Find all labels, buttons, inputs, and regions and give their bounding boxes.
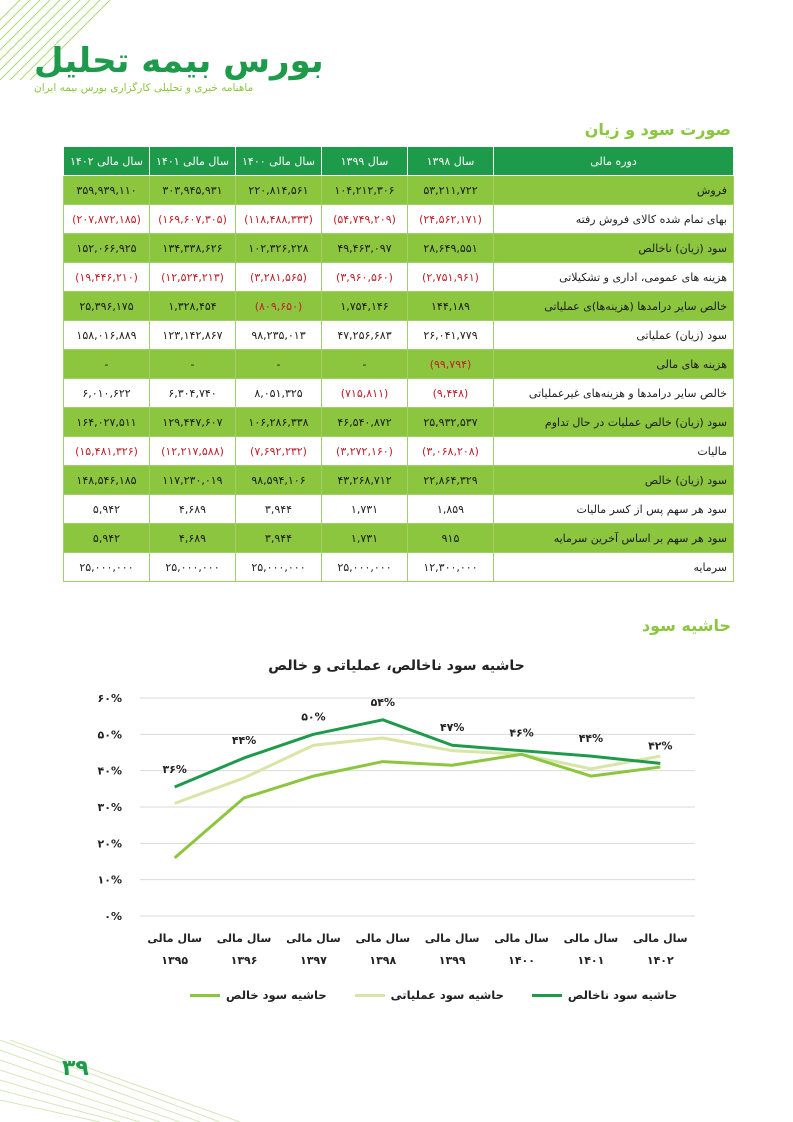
x-tick-label: سال مالی <box>286 932 341 945</box>
brand-title: بورس بیمه تحلیل <box>34 41 324 81</box>
row-value: ۲۵,۰۰۰,۰۰۰ <box>64 553 150 582</box>
y-tick-label: ۲۰% <box>97 837 122 851</box>
row-value: (۸۰۹,۶۵۰) <box>236 292 322 321</box>
row-value: ۱۵۸,۰۱۶,۸۸۹ <box>64 321 150 350</box>
table-row <box>64 437 734 466</box>
table-row <box>64 321 734 350</box>
row-value: ۱۲,۳۰۰,۰۰۰ <box>408 553 494 582</box>
series-line <box>175 754 661 858</box>
row-value: (۳,۲۷۲,۱۶۰) <box>322 437 408 466</box>
row-label: هزینه های عمومی، اداری و تشکیلاتی <box>494 263 734 292</box>
x-tick-label: سال مالی <box>216 932 272 945</box>
row-value: ۱,۸۵۹ <box>408 495 494 524</box>
data-label: ۴۲% <box>648 739 673 753</box>
row-value: ۴۳,۲۶۸,۷۱۲ <box>322 466 408 495</box>
row-value: (۱۱۸,۴۸۸,۳۳۳) <box>236 205 322 234</box>
row-value: - <box>236 350 322 379</box>
chart-title: حاشیه سود ناخالص، عملیاتی و خالص <box>268 658 525 674</box>
data-label: ۵۰% <box>301 710 326 724</box>
row-value: ۱,۷۳۱ <box>322 495 408 524</box>
section-title-income-statement: صورت سود و زیان <box>584 120 731 139</box>
row-value: (۱۹,۴۴۶,۲۱۰) <box>64 263 150 292</box>
header-year: سال مالی ۱۴۰۱ <box>150 147 236 176</box>
table-row <box>64 379 734 408</box>
row-value: ۱۴۴,۱۸۹ <box>408 292 494 321</box>
row-value: ۱۶۴,۰۲۷,۵۱۱ <box>64 408 150 437</box>
row-value: ۲۵,۰۰۰,۰۰۰ <box>150 553 236 582</box>
row-value: ۱۱۷,۲۳۰,۰۱۹ <box>150 466 236 495</box>
row-label: سود (زیان) عملیاتی <box>494 321 734 350</box>
row-value: ۶,۰۱۰,۶۲۲ <box>64 379 150 408</box>
brand-block <box>34 42 324 94</box>
row-value: (۳,۲۸۱,۵۶۵) <box>236 263 322 292</box>
table-row <box>64 350 734 379</box>
row-value: ۲۵,۳۹۶,۱۷۵ <box>64 292 150 321</box>
legend-label: حاشیه سود خالص <box>226 988 327 1002</box>
row-value: ۲۵,۰۰۰,۰۰۰ <box>236 553 322 582</box>
data-label: ۳۶% <box>162 763 187 777</box>
legend-swatch <box>355 994 385 997</box>
row-value: ۱۰۲,۳۲۶,۲۲۸ <box>236 234 322 263</box>
x-tick-label: سال مالی <box>355 932 411 945</box>
chart-legend <box>190 988 677 1002</box>
legend-item <box>190 988 327 1002</box>
y-tick-label: ۶۰% <box>97 692 122 705</box>
row-value: ۳,۹۴۴ <box>236 495 322 524</box>
x-tick-label: ۱۴۰۱ <box>577 954 605 967</box>
row-value: (۱۲,۲۱۷,۵۸۸) <box>150 437 236 466</box>
table-row <box>64 292 734 321</box>
row-value: ۴,۶۸۹ <box>150 524 236 553</box>
data-label: ۴۴% <box>231 733 257 747</box>
row-label: سود (زیان) خالص <box>494 466 734 495</box>
row-value: ۱۴۸,۵۴۶,۱۸۵ <box>64 466 150 495</box>
y-tick-label: ۴۰% <box>97 764 122 778</box>
x-tick-label: ۱۴۰۲ <box>646 954 674 967</box>
table-row <box>64 263 734 292</box>
legend-item <box>532 988 677 1002</box>
row-value: (۷۱۵,۸۱۱) <box>322 379 408 408</box>
table-row <box>64 176 734 205</box>
row-value: ۲۶,۰۴۱,۷۷۹ <box>408 321 494 350</box>
row-value: ۹۱۵ <box>408 524 494 553</box>
row-value: ۹۸,۵۹۴,۱۰۶ <box>236 466 322 495</box>
y-tick-label: ۱۰% <box>97 873 122 887</box>
data-label: ۵۴% <box>370 695 396 709</box>
row-value: (۹۹,۷۹۴) <box>408 350 494 379</box>
row-value: ۲۲,۸۶۴,۳۲۹ <box>408 466 494 495</box>
row-label: هزینه های مالی <box>494 350 734 379</box>
row-label: سود (زیان) ناخالص <box>494 234 734 263</box>
row-label: خالص سایر درامدها و هزینه‌های غیرعملیاتی <box>494 379 734 408</box>
row-value: (۲۴,۵۶۲,۱۷۱) <box>408 205 494 234</box>
legend-item <box>355 988 504 1002</box>
row-label: سود (زیان) خالص عملیات در حال تداوم <box>494 408 734 437</box>
x-tick-label: ۱۳۹۷ <box>300 954 327 967</box>
row-value: ۱۲۳,۱۴۲,۸۶۷ <box>150 321 236 350</box>
table-row <box>64 205 734 234</box>
row-value: - <box>64 350 150 379</box>
row-value: - <box>322 350 408 379</box>
row-value: ۴۹,۴۶۳,۰۹۷ <box>322 234 408 263</box>
row-label: فروش <box>494 176 734 205</box>
header-year: سال ۱۳۹۹ <box>322 147 408 176</box>
table-row <box>64 408 734 437</box>
row-value: ۵,۹۴۲ <box>64 495 150 524</box>
table-row <box>64 553 734 582</box>
header-period: دوره مالی <box>494 147 734 176</box>
row-value: ۴۶,۵۴۰,۸۷۲ <box>322 408 408 437</box>
row-value: ۱۰۶,۲۸۶,۳۳۸ <box>236 408 322 437</box>
section-title-profit-margin: حاشیه سود <box>641 616 731 635</box>
row-value: ۲۵,۰۰۰,۰۰۰ <box>322 553 408 582</box>
row-value: (۱۲,۵۲۴,۲۱۳) <box>150 263 236 292</box>
profit-margin-line-chart <box>0 680 793 980</box>
x-tick-label: ۱۳۹۶ <box>230 954 258 967</box>
legend-swatch <box>190 994 220 997</box>
row-label: سود هر سهم بر اساس آخرین سرمایه <box>494 524 734 553</box>
y-tick-label: ۵۰% <box>97 728 122 742</box>
row-value: ۲۲۰,۸۱۴,۵۶۱ <box>236 176 322 205</box>
row-value: ۱۵۲,۰۶۶,۹۲۵ <box>64 234 150 263</box>
x-tick-label: سال مالی <box>563 932 619 945</box>
row-value: ۵۳,۲۱۱,۷۲۲ <box>408 176 494 205</box>
table-row <box>64 524 734 553</box>
table-header-row <box>64 147 734 176</box>
y-tick-label: ۳۰% <box>97 801 122 814</box>
row-label: سود هر سهم پس از کسر مالیات <box>494 495 734 524</box>
row-value: ۴,۶۸۹ <box>150 495 236 524</box>
x-tick-label: سال مالی <box>147 932 202 945</box>
row-value: (۱۶۹,۶۰۷,۳۰۵) <box>150 205 236 234</box>
decorative-lines-bottom <box>0 1040 240 1122</box>
row-value: ۲۸,۶۴۹,۵۵۱ <box>408 234 494 263</box>
data-label: ۴۷% <box>439 721 465 735</box>
row-value: ۱,۳۲۸,۴۵۴ <box>150 292 236 321</box>
row-value: ۴۷,۲۵۶,۶۸۳ <box>322 321 408 350</box>
row-value: - <box>150 350 236 379</box>
row-label: خالص سایر درامدها (هزینه‌ها)ی عملیاتی <box>494 292 734 321</box>
legend-label: حاشیه سود عملیاتی <box>390 988 504 1002</box>
row-value: ۹۸,۲۳۵,۰۱۳ <box>236 321 322 350</box>
x-tick-label: سال مالی <box>424 932 480 945</box>
table-row <box>64 234 734 263</box>
row-value: ۱۰۴,۲۱۲,۳۰۶ <box>322 176 408 205</box>
legend-swatch <box>532 994 562 997</box>
row-value: (۷,۶۹۲,۲۳۲) <box>236 437 322 466</box>
page-number: ۳۹ <box>62 1056 89 1081</box>
row-value: ۵,۹۴۲ <box>64 524 150 553</box>
row-value: ۱۳۴,۳۳۸,۶۲۶ <box>150 234 236 263</box>
row-label: سرمایه <box>494 553 734 582</box>
row-label: مالیات <box>494 437 734 466</box>
row-value: (۲,۷۵۱,۹۶۱) <box>408 263 494 292</box>
row-value: ۱,۷۳۱ <box>322 524 408 553</box>
row-value: ۱۲۹,۴۴۷,۶۰۷ <box>150 408 236 437</box>
x-tick-label: ۱۳۹۵ <box>161 954 189 967</box>
data-label: ۴۴% <box>578 732 604 746</box>
row-value: ۳,۹۴۴ <box>236 524 322 553</box>
data-label: ۴۶% <box>509 726 534 740</box>
x-tick-label: ۱۴۰۰ <box>508 954 535 967</box>
row-value: ۳۵۹,۹۳۹,۱۱۰ <box>64 176 150 205</box>
header-year: سال ۱۳۹۸ <box>408 147 494 176</box>
row-value: ۱,۷۵۴,۱۴۶ <box>322 292 408 321</box>
x-tick-label: سال مالی <box>633 932 688 945</box>
legend-label: حاشیه سود ناخالص <box>567 988 678 1002</box>
row-value: (۲۰۷,۸۷۲,۱۸۵) <box>64 205 150 234</box>
row-value: (۳,۰۶۸,۲۰۸) <box>408 437 494 466</box>
y-tick-label: ۰% <box>104 910 122 923</box>
row-value: (۱۵,۴۸۱,۳۲۶) <box>64 437 150 466</box>
row-value: ۳۰۳,۹۴۵,۹۳۱ <box>150 176 236 205</box>
row-value: (۵۴,۷۴۹,۲۰۹) <box>322 205 408 234</box>
table-row <box>64 466 734 495</box>
header-year: سال مالی ۱۴۰۰ <box>236 147 322 176</box>
x-tick-label: سال مالی <box>494 932 549 945</box>
row-value: ۲۵,۹۳۲,۵۳۷ <box>408 408 494 437</box>
income-statement-table <box>63 146 734 582</box>
table-row <box>64 495 734 524</box>
x-tick-label: ۱۳۹۹ <box>438 954 466 967</box>
x-tick-label: ۱۳۹۸ <box>369 954 397 967</box>
brand-subtitle: ماهنامه خبری و تحلیلی کارگزاری بورس بیمه ایران <box>34 82 254 94</box>
header-year: سال مالی ۱۴۰۲ <box>64 147 150 176</box>
row-value: (۹,۴۴۸) <box>408 379 494 408</box>
row-value: (۳,۹۶۰,۵۶۰) <box>322 263 408 292</box>
row-label: بهای تمام شده کالای فروش رفته <box>494 205 734 234</box>
row-value: ۸,۰۵۱,۳۲۵ <box>236 379 322 408</box>
row-value: ۶,۳۰۴,۷۴۰ <box>150 379 236 408</box>
